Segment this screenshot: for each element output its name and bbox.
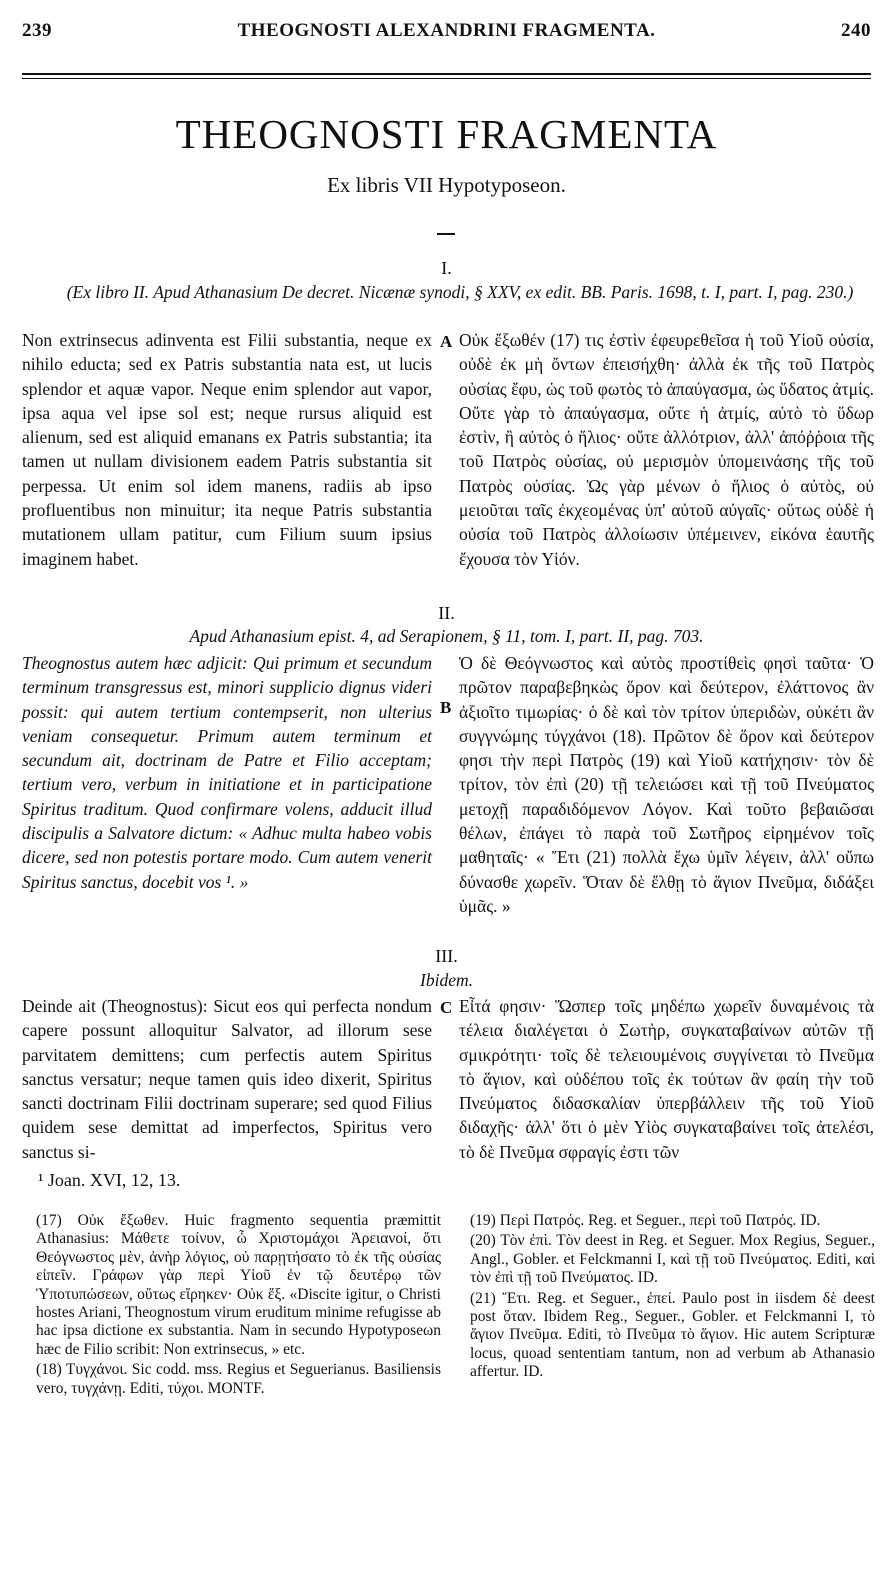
section-2-latin: Theognostus autem hæc adjicit: Qui primum et secundum terminum transgressus est, minori supplicio dignus videri possit: qui autem tertium contempserit, non ulterius veniam consequetur. Primum autem terminum et secundum ait, doctrinam de Patre et Filio acceptam; tertium vero, verbum in initiatione et in participatione Spiritus traditum. Quod confirmare volens, adducit illud discipulis a Salvatore dictum: « Adhuc multa habeo vobis dicere, sed non potestis portare modo. Cum autem venerit Spiritus sanctus, docebit vos ¹. » bbox=[22, 653, 432, 892]
header-rule-thin bbox=[22, 78, 871, 79]
section-1-source: (Ex libro II. Apud Athanasium De decret. Nicænæ synodi, § XXV, ex edit. BB. Paris. 1698, t. I, part. I, pag. 230.) bbox=[66, 282, 854, 302]
note-17: (17) Οὐκ ἔξωθεν. Huic fragmento sequentia præmittit Athanasius: Μάθετε τοίνυν, ὦ Χριστομάχοι Ἀρειανοί, ὅτι Θεόγνωστος μὲν, ἀνὴρ λόγιος, οὐ παρῃτήσατο τὸ ἐκ τῆς οὐσίας εἰπεῖν. Γράφων γὰρ περὶ Υἱοῦ ἐν τῷ δευτέρῳ τῶν Ὑποτυπώσεων, οὕτως εἴρηκεν· Οὐκ ἔξ. «Discite igitur, o Christi hostes Ariani, Theognostum virum eruditum minime refugisse ab hac ipsa dictione ex substantia. Nam in secundo Hypotyposeωn hæc de Filio scribit: Non extrinsecus, » etc. bbox=[36, 1212, 441, 1358]
notes-left-column bbox=[36, 1212, 441, 1398]
header-rule bbox=[22, 73, 871, 75]
section-1-margin-letter: A bbox=[440, 332, 453, 351]
section-3-greek: Εἶτά φησιν· Ὥσπερ τοῖς μηδέπω χωρεῖν δυναμένοις τὰ τέλεια διαλέγεται ὁ Σωτὴρ, συγκαταβαίνων αὐτῶν τῇ σμικρότητι· τοῖς δὲ τελειουμένοις συγγίνεται τὸ Πνεῦμα τὸ ἅγιον, καὶ οὐδέπου τοῖς ἐκ τούτων ἂν φαίη τὴν τοῦ Πνεύματος διδασκαλίαν ὑπερβάλλειν τῆς τοῦ Υἱοῦ διδαχῆς· ἀλλ' ὅτι ὁ μὲν Υἱὸς συγκαταβαίνει τοῖς ἀτελέσι, τὸ δὲ Πνεῦμα σφραγίς ἐστι τῶν bbox=[459, 996, 874, 1162]
section-3-latin: Deinde ait (Theognostus): Sicut eos qui perfecta nondum capere possunt alloquitur Salvator, ad illorum sese parvitatem demittens; cum perfectis autem Spiritus sanctus versatur; neque tamen quis ideo dixerit, Spiritus sancti doctrinam Filii doctrinam superare; sed quod Filius quidem sese demittat ad imperfectos, Spiritus vero sanctus si- bbox=[22, 996, 432, 1162]
section-2-margin-letter: B bbox=[440, 698, 452, 717]
section-1-latin: Non extrinsecus adinventa est Filii substantia, neque ex nihilo educta; sed ex Patris substantia nata est, ut lucis splendor et aquæ vapor. Neque enim splendor aut vapor, ipsa aqua vel ipse sol est; neque rursus aliquid est alienum, sed est aliquid emanans ex Patris substantia; ita tamen ut nullam divisionem eadem Patris substantia sit perpessa. Ut enim sol idem manens, radiis ab ipso profluentibus non minuitur; ita neque Patris substantia mutationem ullam patitur, cum Filium suum ipsius imaginem habet. bbox=[22, 330, 432, 569]
page-title: THEOGNOSTI FRAGMENTA bbox=[175, 111, 718, 157]
notes-right-column bbox=[470, 1212, 875, 1382]
note-21: (21) Ἔτι. Reg. et Seguer., ἐπεί. Paulo post in iisdem δὲ deest post ὅταν. Ibidem Reg., Seguer., Gobler. et Felckmanni I, τὸ ἅγιον Πνεῦμα. Editi, τὸ Πνεῦμα τὸ ἅγιον. Hic autem Scripturæ locus, quoad sententiam tantum, non ad verbum ab Athanasio affertur. ID. bbox=[470, 1289, 875, 1381]
page-number-right: 240 bbox=[841, 20, 871, 41]
footnote: ¹ Joan. XVI, 12, 13. bbox=[38, 1170, 181, 1190]
title-separator bbox=[437, 233, 455, 235]
section-2-greek: Ὁ δὲ Θεόγνωστος καὶ αὐτὸς προστίθεὶς φησὶ ταῦτα· Ὁ πρῶτον παραβεβηκὼς ὅρον καὶ δεύτερον, ἐλάττονος ἂν ἀξιοῖτο τιμωρίας· ὁ δὲ καὶ τὸν τρίτον ὑπεριδὼν, οὐκέτι ἂν συγγνώμης τύγχάνοι (18). Πρῶτον δὲ ὅρον καὶ δεύτερον φησι τὴν περὶ Πατρὸς (19) καὶ Υἱοῦ κατήχησιν· τὸν δὲ τρίτον, τὸν ἐπὶ (20) τῇ τελειώσει καὶ τῇ τοῦ Πνεύματος μετοχῇ παραδιδόμενον Λόγον. Καὶ τοῦτο βεβαιῶσαι θέλων, ἐπάγει τὸ παρὰ τοῦ Σωτῆρος εἰρημένον τοῖς μαθηταῖς· « Ἔτι (21) πολλὰ ἔχω ὑμῖν λέγειν, ἀλλ' οὔπω δύνασθε χωρεῖν. Ὅταν δὲ ἔλθῃ τὸ ἅγιον Πνεῦμα, διδάξει ὑμᾶς. » bbox=[459, 653, 874, 916]
note-19: (19) Περὶ Πατρός. Reg. et Seguer., περὶ τοῦ Πατρός. ID. bbox=[470, 1212, 821, 1229]
section-3-margin-letter: C bbox=[440, 998, 453, 1017]
section-2-source: Apud Athanasium epist. 4, ad Serapionem, § 11, tom. I, part. II, pag. 703. bbox=[189, 626, 704, 646]
note-20: (20) Τὸν ἐπὶ. Τὸν deest in Reg. et Seguer. Mox Regius, Seguer., Angl., Gobler. et Felckmanni I, καὶ τῇ τοῦ Πνεύματος. Editi, καὶ τὸν ἐπὶ τῇ τοῦ Πνεύματος. ID. bbox=[470, 1232, 875, 1287]
page-subtitle: Ex libris VII Hypotyposeon. bbox=[327, 173, 566, 197]
section-2-number: II. bbox=[438, 603, 455, 623]
section-3-source: Ibidem. bbox=[420, 970, 473, 990]
note-18: (18) Τυγχάνοι. Sic codd. mss. Regius et Seguerianus. Basiliensis vero, τυγχάνῃ. Editi, τύχοι. MONTF. bbox=[36, 1361, 441, 1397]
section-1-greek: Οὐκ ἔξωθέν (17) τις ἐστὶν ἐφευρεθεῖσα ἡ τοῦ Υἱοῦ οὐσία, οὐδὲ ἐκ μὴ ὄντων ἐπεισήχθη· ἀλλὰ ἐκ τῆς τοῦ Πατρὸς οὐσίας ἔφυ, ὡς τοῦ φωτὸς τὸ ἀπαύγασμα, ὡς ὕδατος ἀτμίς. Οὔτε γὰρ τὸ ἀπαύγασμα, οὔτε ἡ ἀτμίς, αὐτὸ τὸ ὕδωρ ἐστὶν, ἢ αὐτὸς ὁ ἥλιος· οὔτε ἀλλότριον, ἀλλ' ἀπόῤῥοια τῆς τοῦ Πατρὸς οὐσίας, οὐ μερισμὸν ὑπομεινάσης τῆς τοῦ Πατρὸς οὐσίας. Ὡς γὰρ μένων ὁ ἥλιος ὁ αὐτὸς, οὐ μειοῦται ταῖς ἐκχεομένας ὑπ' αὐτοῦ αὐγαῖς· οὕτως οὐδὲ ἡ οὐσία τοῦ Πατρὸς ἀλλοίωσιν ὑπέμεινεν, εἰκόνα ἑαυτῆς ἔχουσα τὸν Υἱόν. bbox=[459, 330, 874, 569]
running-title: THEOGNOSTI ALEXANDRINI FRAGMENTA. bbox=[237, 20, 656, 41]
page-number-left: 239 bbox=[22, 20, 52, 41]
section-1-number: I. bbox=[441, 258, 452, 278]
section-3-number: III. bbox=[435, 946, 458, 966]
